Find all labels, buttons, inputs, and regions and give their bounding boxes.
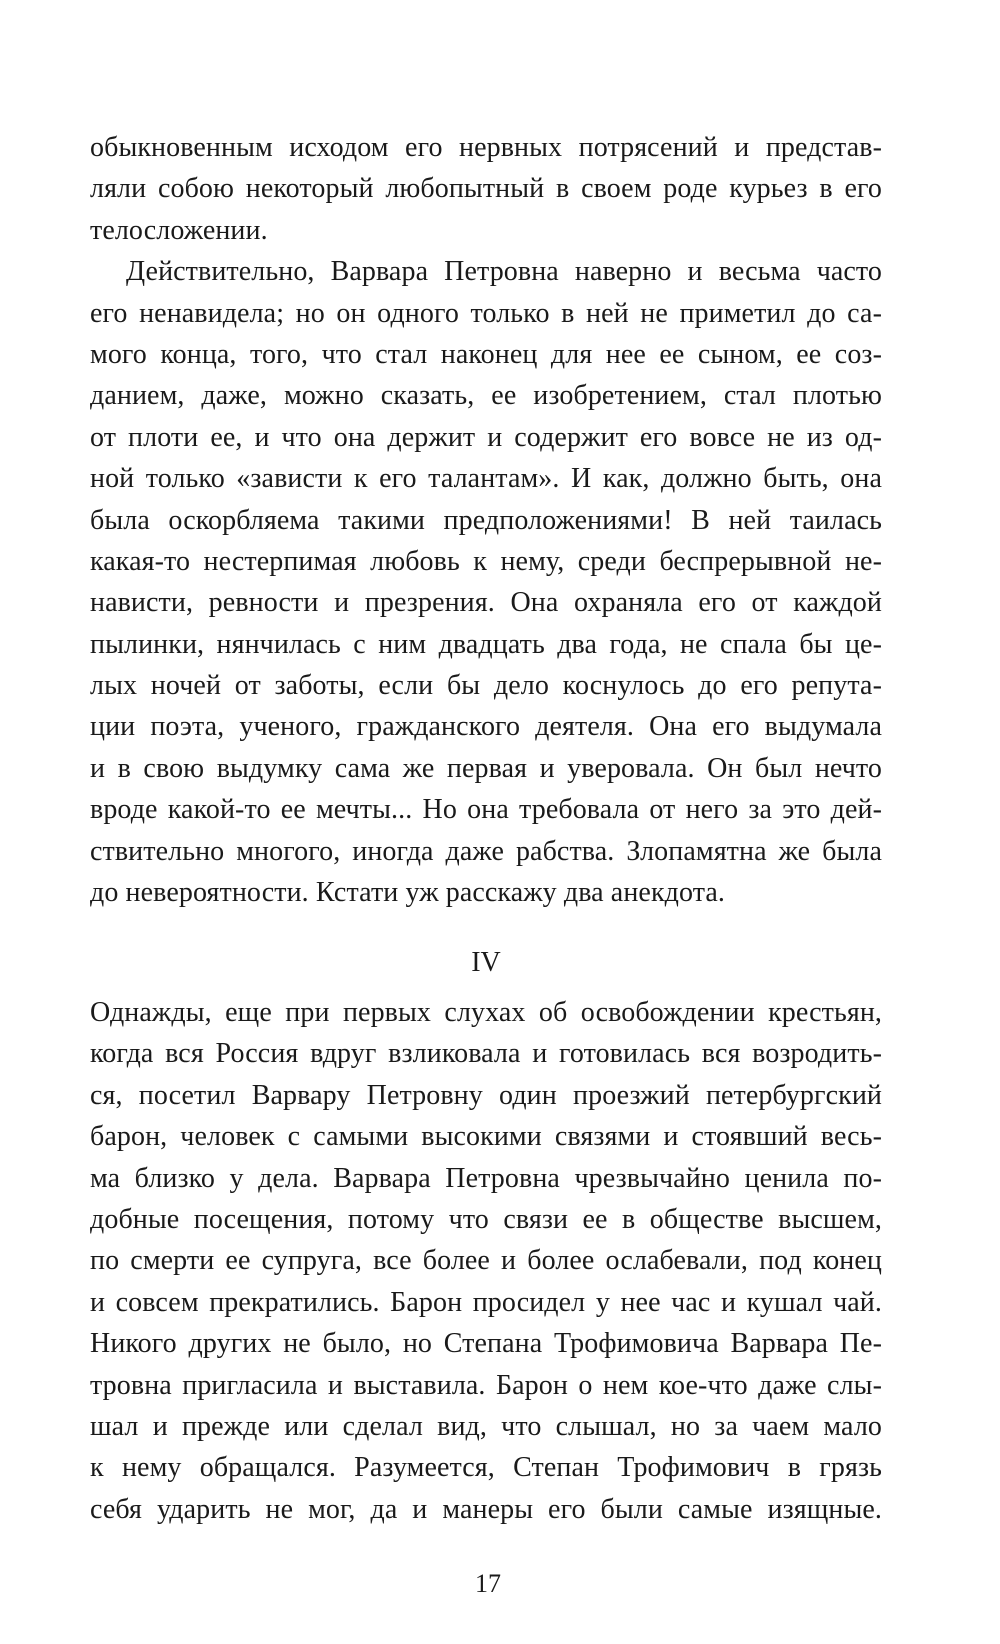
text-line: к нему обращался. Разумеется, Степан Трофимович в грязь <box>90 1452 882 1484</box>
paragraph-continued <box>90 127 882 251</box>
text-line: Действительно, Варвара Петровна наверно и весьма часто <box>126 256 882 288</box>
text-line: и в свою выдумку сама же первая и уверовала. Он был нечто <box>90 752 882 784</box>
text-line: шал и прежде или сделал вид, что слышал, но за чаем мало <box>90 1410 882 1442</box>
text-line: ции поэта, ученого, гражданского деятеля. Она его выдумала <box>90 711 882 743</box>
text-line: по смерти ее супруга, все более и более ослабевали, под конец <box>90 1245 882 1277</box>
text-line: телосложении. <box>90 214 268 246</box>
text-line: от плоти ее, и что она держит и содержит его вовсе не из од- <box>90 421 882 453</box>
text-line: его ненавидела; но он одного только в ней не приметил до са- <box>90 297 882 329</box>
page-number: 17 <box>475 1569 501 1598</box>
text-line: ма близко у дела. Варвара Петровна чрезвычайно ценила по- <box>90 1162 882 1194</box>
text-line: барон, человек с самыми высокими связями и стоявший весь- <box>90 1121 882 1153</box>
text-line: добные посещения, потому что связи ее в обществе высшем, <box>90 1203 882 1235</box>
text-line: себя ударить не мог, да и манеры его были самые изящные. <box>90 1493 882 1525</box>
text-line: ся, посетил Варвару Петровну один проезжий петербургский <box>90 1079 882 1111</box>
text-line: обыкновенным исходом его нервных потрясений и представ- <box>90 132 882 163</box>
text-block-top <box>90 127 882 913</box>
chapter-heading: IV <box>471 947 501 978</box>
text-line: нависти, ревности и презрения. Она охраняла его от каждой <box>90 587 882 619</box>
paragraph-2 <box>90 251 882 913</box>
text-line: данием, даже, можно сказать, ее изобретением, стал плотью <box>90 380 882 412</box>
text-line: Однажды, еще при первых слухах об освобождении крестьян, <box>90 997 882 1028</box>
paragraph-3 <box>90 992 882 1530</box>
text-line: лых ночей от заботы, если бы дело коснулось до его репута- <box>90 670 882 702</box>
text-line: Никого других не было, но Степана Трофимовича Варвара Пе- <box>90 1328 882 1360</box>
text-line: пылинки, нянчилась с ним двадцать два года, не спала бы це- <box>90 628 882 660</box>
text-line: до невероятности. Кстати уж расскажу два анекдота. <box>90 877 726 909</box>
text-line: мого конца, того, что стал наконец для нее ее сыном, ее соз- <box>90 338 882 370</box>
text-line: ляли собою некоторый любопытный в своем роде курьез в его <box>90 173 882 205</box>
text-line: ствительно многого, иногда даже рабства. Злопамятна же была <box>90 835 882 867</box>
text-line: когда вся Россия вдруг взликовала и готовилась вся возродить- <box>90 1038 882 1070</box>
text-line: какая-то нестерпимая любовь к нему, среди беспрерывной не- <box>90 545 882 577</box>
text-line: ной только «зависти к его талантам». И как, должно быть, она <box>90 463 882 495</box>
text-line: тровна пригласила и выставила. Барон о нем кое-что даже слы- <box>90 1369 882 1401</box>
text-line: была оскорбляема такими предположениями! В ней таилась <box>90 504 882 536</box>
text-line: вроде какой-то ее мечты... Но она требовала от него за это дей- <box>90 794 882 826</box>
text-line: и совсем прекратились. Барон просидел у нее час и кушал чай. <box>90 1286 882 1318</box>
text-block-bottom <box>90 992 882 1530</box>
